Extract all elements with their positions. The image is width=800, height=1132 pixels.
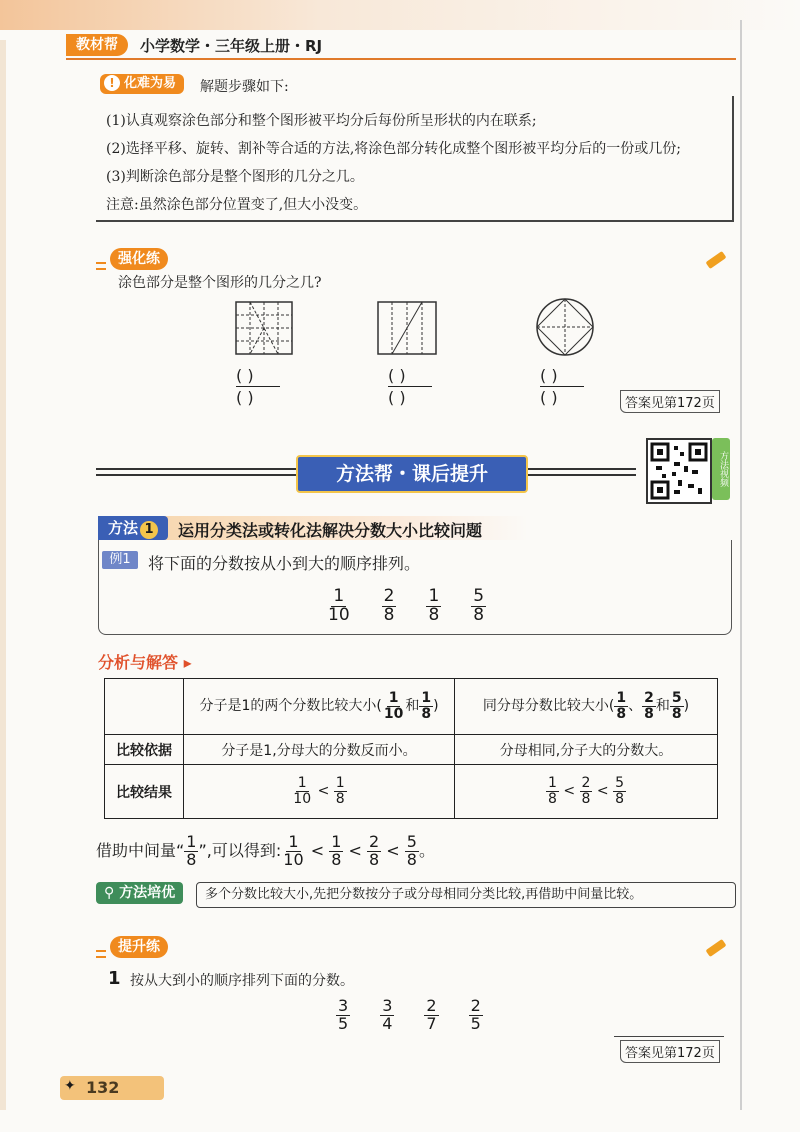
tip-step-3: (3)判断涂色部分是整个图形的几分之几。 [106, 169, 364, 185]
fraction: $\frac{2}{8}$ [383, 586, 395, 625]
figure-square-grid [234, 300, 296, 356]
analysis-title: 分析与解答 ▸ [98, 653, 192, 672]
practice-dash [96, 262, 106, 264]
practice2-question: 按从大到小的顺序排列下面的分数。 [130, 973, 354, 989]
page-edge [0, 40, 6, 1110]
question-number: 1 [108, 968, 121, 989]
answer-blank-1a[interactable]: ( ) [236, 366, 254, 385]
answer-reference-2: 答案见第172页 [620, 1040, 720, 1063]
example-tag: 例1 [102, 551, 138, 569]
practice-dash [96, 268, 106, 270]
table-corner [105, 679, 184, 735]
header-band [0, 0, 800, 30]
answer-rule [614, 1036, 724, 1037]
answer-blank-3b[interactable]: ( ) [540, 388, 558, 407]
tip-step-2: (2)选择平移、旋转、割补等合适的方法,将涂色部分转化成整个图形被平均分后的一份或几份; [106, 141, 681, 157]
fraction-bar [236, 386, 280, 387]
answer-blank-2a[interactable]: ( ) [388, 366, 406, 385]
qr-side-label: 方法视频 [712, 438, 730, 500]
practice-tag: 强化练 [110, 248, 168, 270]
row-label-result: 比较结果 [105, 765, 184, 819]
answer-blank-3a[interactable]: ( ) [540, 366, 558, 385]
page-number-badge [60, 1076, 164, 1100]
method-title: 运用分类法或转化法解决分数大小比较问题 [178, 521, 483, 540]
figure-circle [534, 296, 596, 358]
tip-tag-label: 化难为易 [124, 76, 177, 91]
row-label-basis: 比较依据 [105, 735, 184, 765]
conclusion: 借助中间量“ $\frac{1}{8}$ ”,可以得到: $\frac{1}{10}$ < $\frac{1}{8}$ < $\frac{2}{8}$ < $\frac{5}{8}$ 。 [96, 832, 435, 869]
practice-tag-2: 提升练 [110, 936, 168, 958]
fraction: $\frac{3}{4}$ [382, 996, 393, 1033]
tip-tag [100, 74, 184, 94]
fraction: $\frac{1}{8}$ [428, 586, 440, 625]
basis-cell-2: 分母相同,分子大的分数大。 [455, 735, 718, 765]
table-header-1: 分子是1的两个分数比较大小( $\frac{1}{10}$ 和 $\frac{1}{8}$ ) [184, 679, 455, 735]
table-header-2: 同分母分数比较大小( $\frac{1}{8}$ 、 $\frac{2}{8}$ 和 $\frac{5}{8}$ ) [455, 679, 718, 735]
method-tip-tag: ⚲ 方法培优 [96, 882, 183, 904]
analysis-table [104, 678, 718, 819]
answer-blank-1b[interactable]: ( ) [236, 388, 254, 407]
tip-num: ! [104, 75, 120, 91]
example-fractions [326, 588, 486, 625]
pencil-icon [706, 251, 727, 269]
fraction: $\frac{3}{5}$ [338, 996, 349, 1033]
fraction-bar [540, 386, 584, 387]
header-title: 小学数学・三年级上册・RJ [140, 37, 323, 55]
method-tag-label: 方法 [107, 519, 138, 537]
tip-step-1: (1)认真观察涂色部分和整个图形被平均分后每份所呈形状的内在联系; [106, 113, 537, 129]
practice2-fractions [336, 998, 483, 1033]
pencil-icon [706, 939, 727, 957]
practice-question: 涂色部分是整个图形的几分之几? [118, 275, 322, 291]
basis-cell-1: 分子是1,分母大的分数反而小。 [184, 735, 455, 765]
practice-dash [96, 956, 106, 958]
page-number: 132 [86, 1078, 120, 1097]
tip-intro: 解题步骤如下: [200, 79, 289, 95]
tip-note: 注意:虽然涂色部分位置变了,但大小没变。 [106, 197, 368, 213]
qr-code-icon[interactable] [646, 438, 712, 504]
method-num: 1 [140, 521, 158, 539]
figure-rectangle [376, 300, 440, 356]
result-cell-1: $\frac{1}{10}$ < $\frac{1}{8}$ [184, 765, 455, 819]
fraction-bar [388, 386, 432, 387]
fraction: $\frac{2}{5}$ [470, 996, 481, 1033]
page-edge-right [740, 20, 742, 1110]
answer-reference: 答案见第172页 [620, 390, 720, 413]
practice-dash [96, 950, 106, 952]
method-tip-text: 多个分数比较大小,先把分数按分子或分母相同分类比较,再借助中间量比较。 [196, 882, 736, 908]
magnifier-icon: ⚲ [104, 885, 115, 901]
fraction: $\frac{1}{10}$ [328, 586, 350, 625]
example-text: 将下面的分数按从小到大的顺序排列。 [148, 554, 421, 573]
fraction: $\frac{5}{8}$ [473, 586, 485, 625]
answer-blank-2b[interactable]: ( ) [388, 388, 406, 407]
fraction: $\frac{2}{7}$ [426, 996, 437, 1033]
header-tag: 教材帮 [66, 34, 128, 56]
method-tag [98, 516, 168, 540]
result-cell-2: $\frac{1}{8}$ < $\frac{2}{8}$ < $\frac{5}{8}$ [455, 765, 718, 819]
section-banner: 方法帮・课后提升 [296, 455, 528, 493]
mascot-icon: ✦ [64, 1078, 76, 1094]
header-rule [66, 58, 736, 60]
